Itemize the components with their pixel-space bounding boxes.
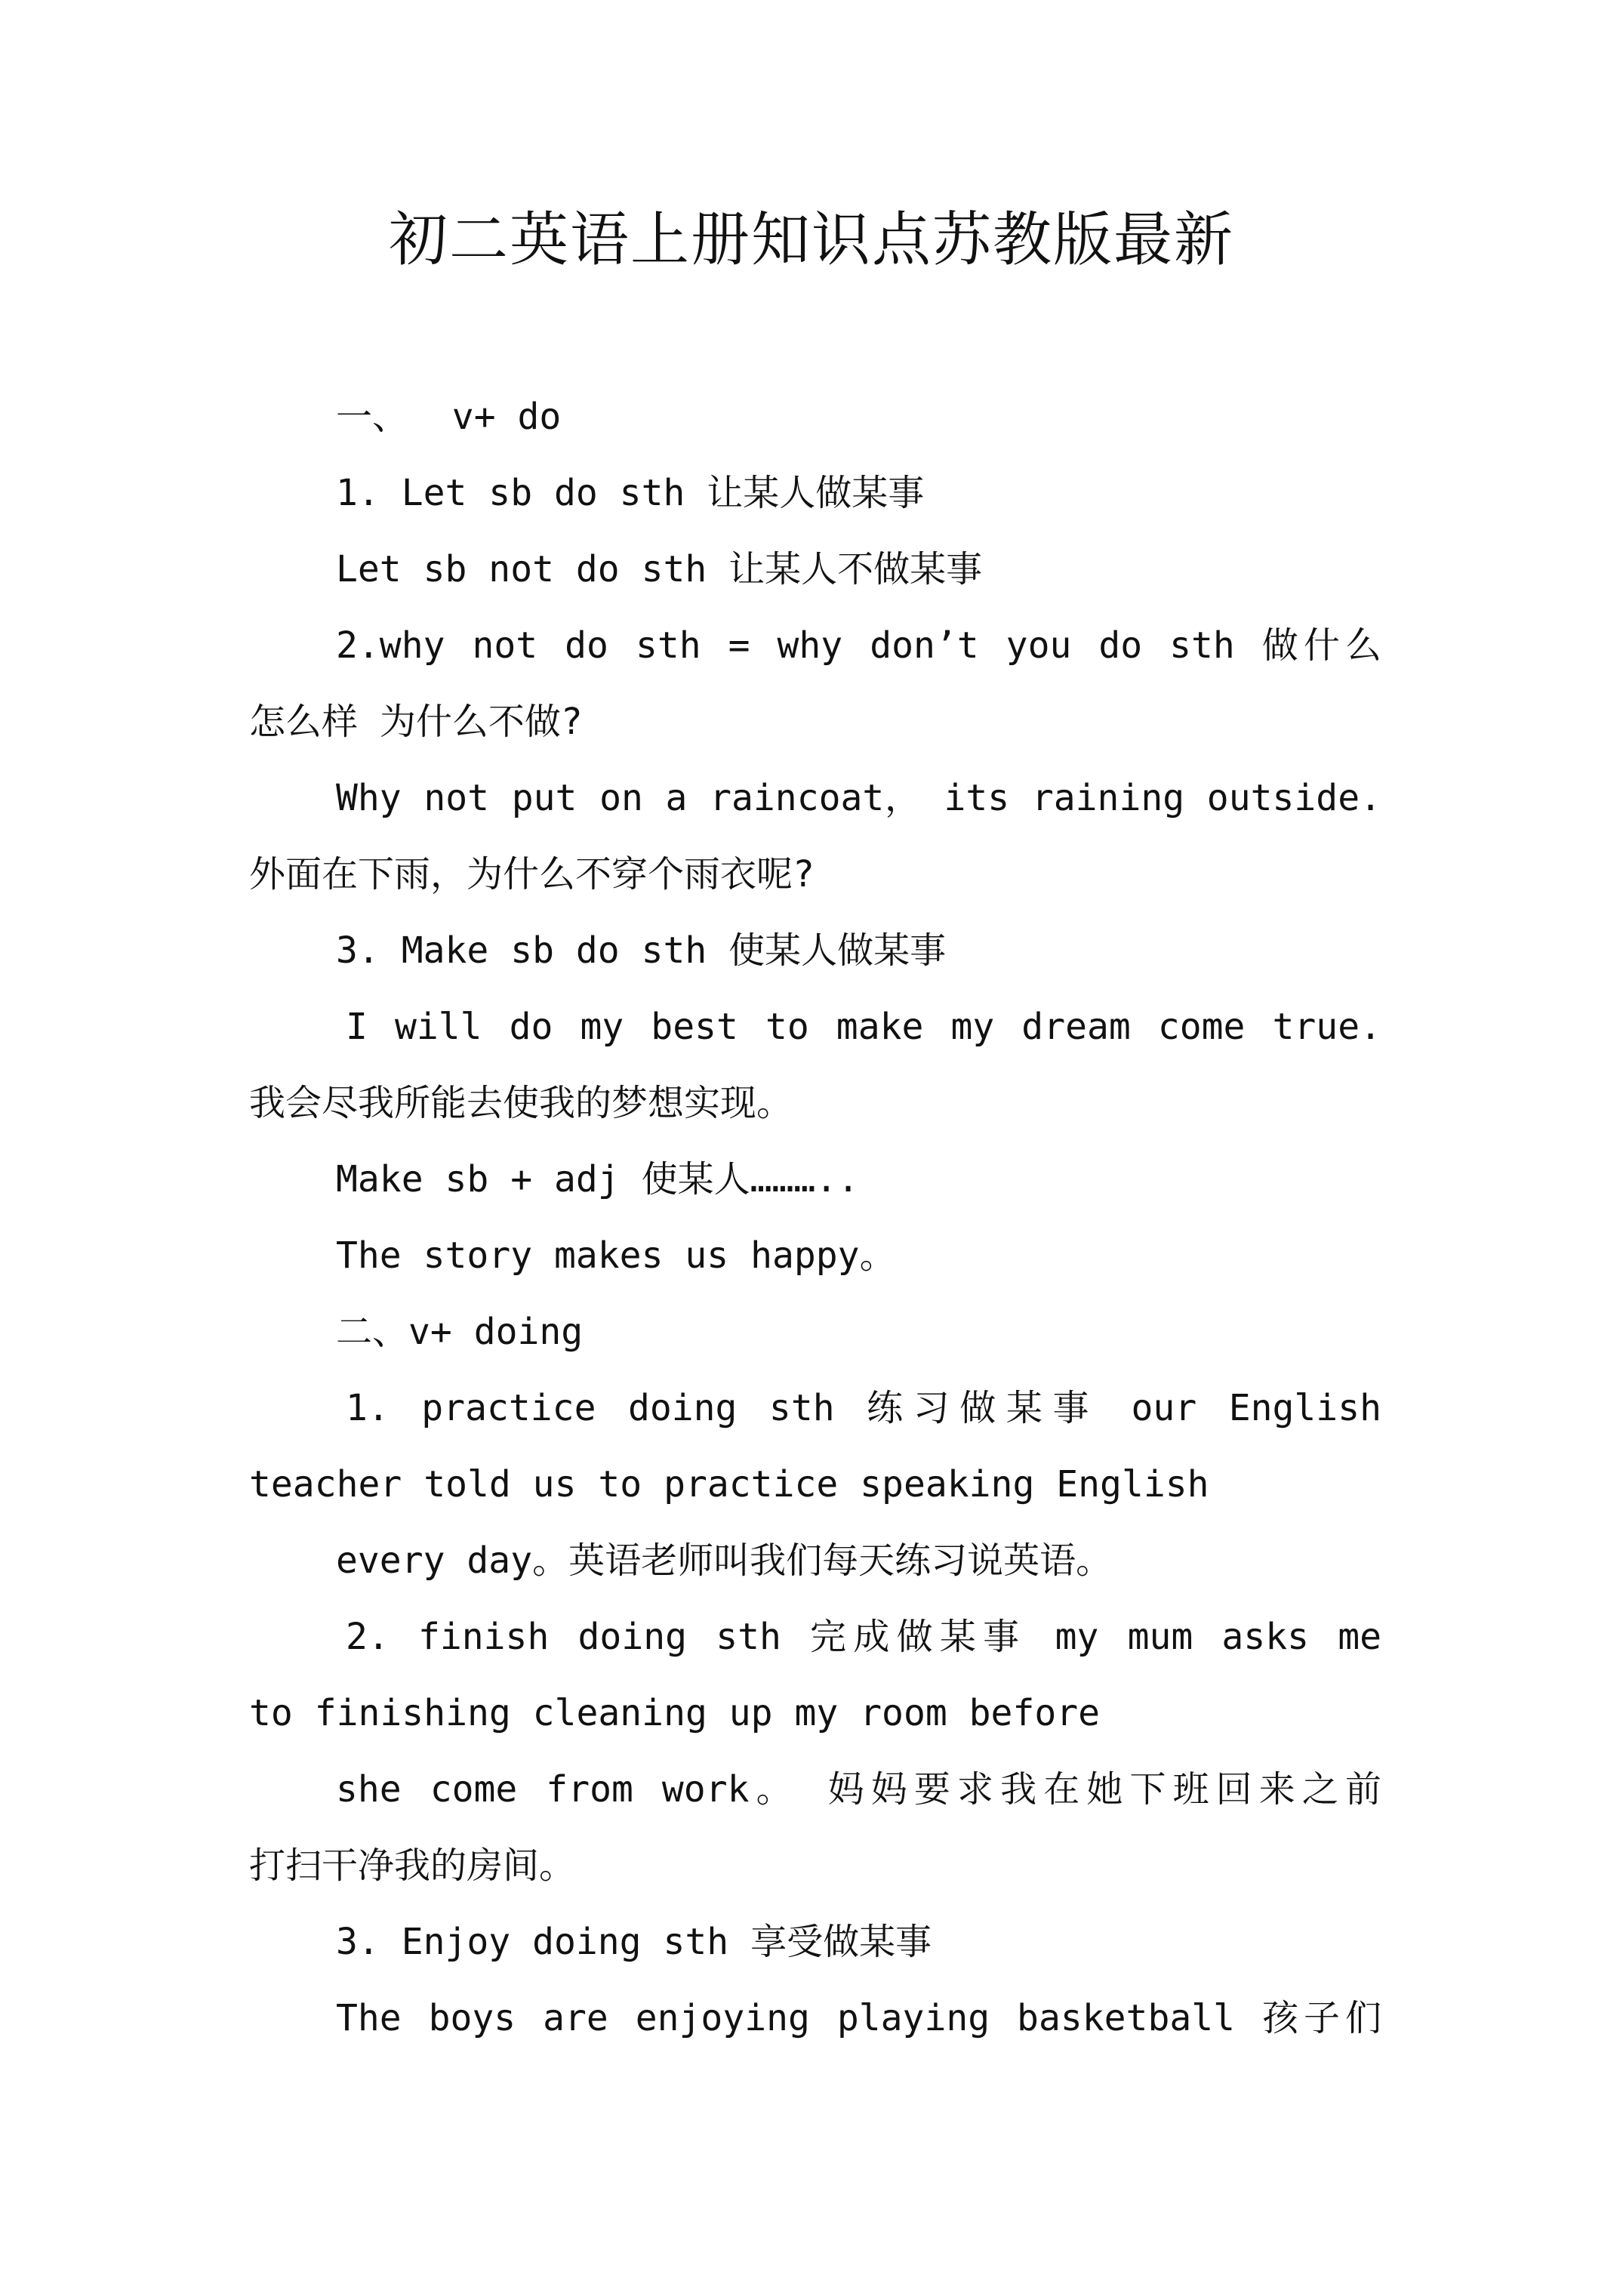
text-line: 3. Make sb do sth 使某人做某事 <box>336 929 947 972</box>
text-line: 外面在下雨，为什么不穿个雨衣呢? <box>249 853 815 895</box>
section-heading-v-doing: 二、v+ doing <box>336 1311 584 1353</box>
text-line: Let sb not do sth 让某人不做某事 <box>336 548 983 590</box>
text-line: 我会尽我所能去使我的梦想实现。 <box>249 1082 793 1124</box>
text-line: 2. finish doing sth 完成做某事 my mum asks me <box>346 1616 1381 1658</box>
text-line: Make sb + adj 使某人……….. <box>336 1158 860 1200</box>
text-line: The story makes us happy。 <box>336 1234 896 1277</box>
text-line: I will do my best to make my dream come true. <box>346 1006 1381 1048</box>
text-line: to finishing cleaning up my room before <box>249 1692 1101 1734</box>
text-line: 怎么样 为什么不做? <box>249 701 583 743</box>
section-heading-v-do: 一、 v+ do <box>336 396 562 438</box>
text-line: she come from work。 妈妈要求我在她下班回来之前 <box>336 1768 1381 1811</box>
text-line: 2.why not do sth = why don’t you do sth 做什么 <box>336 624 1381 667</box>
text-line: 1. Let sb do sth 让某人做某事 <box>336 472 925 514</box>
text-line: Why not put on a raincoat， its raining outside. <box>336 777 1381 819</box>
text-line: The boys are enjoying playing basketball 孩子们 <box>336 1997 1381 2039</box>
text-line: every day。英语老师叫我们每天练习说英语。 <box>336 1539 1113 1582</box>
text-line: 打扫干净我的房间。 <box>249 1845 576 1887</box>
text-line: teacher told us to practice speaking English <box>249 1463 1209 1505</box>
text-line: 3. Enjoy doing sth 享受做某事 <box>336 1921 932 1963</box>
document-title: 初二英语上册知识点苏教版最新 <box>388 206 1234 274</box>
text-line: 1. practice doing sth 练习做某事 our English <box>346 1387 1381 1429</box>
